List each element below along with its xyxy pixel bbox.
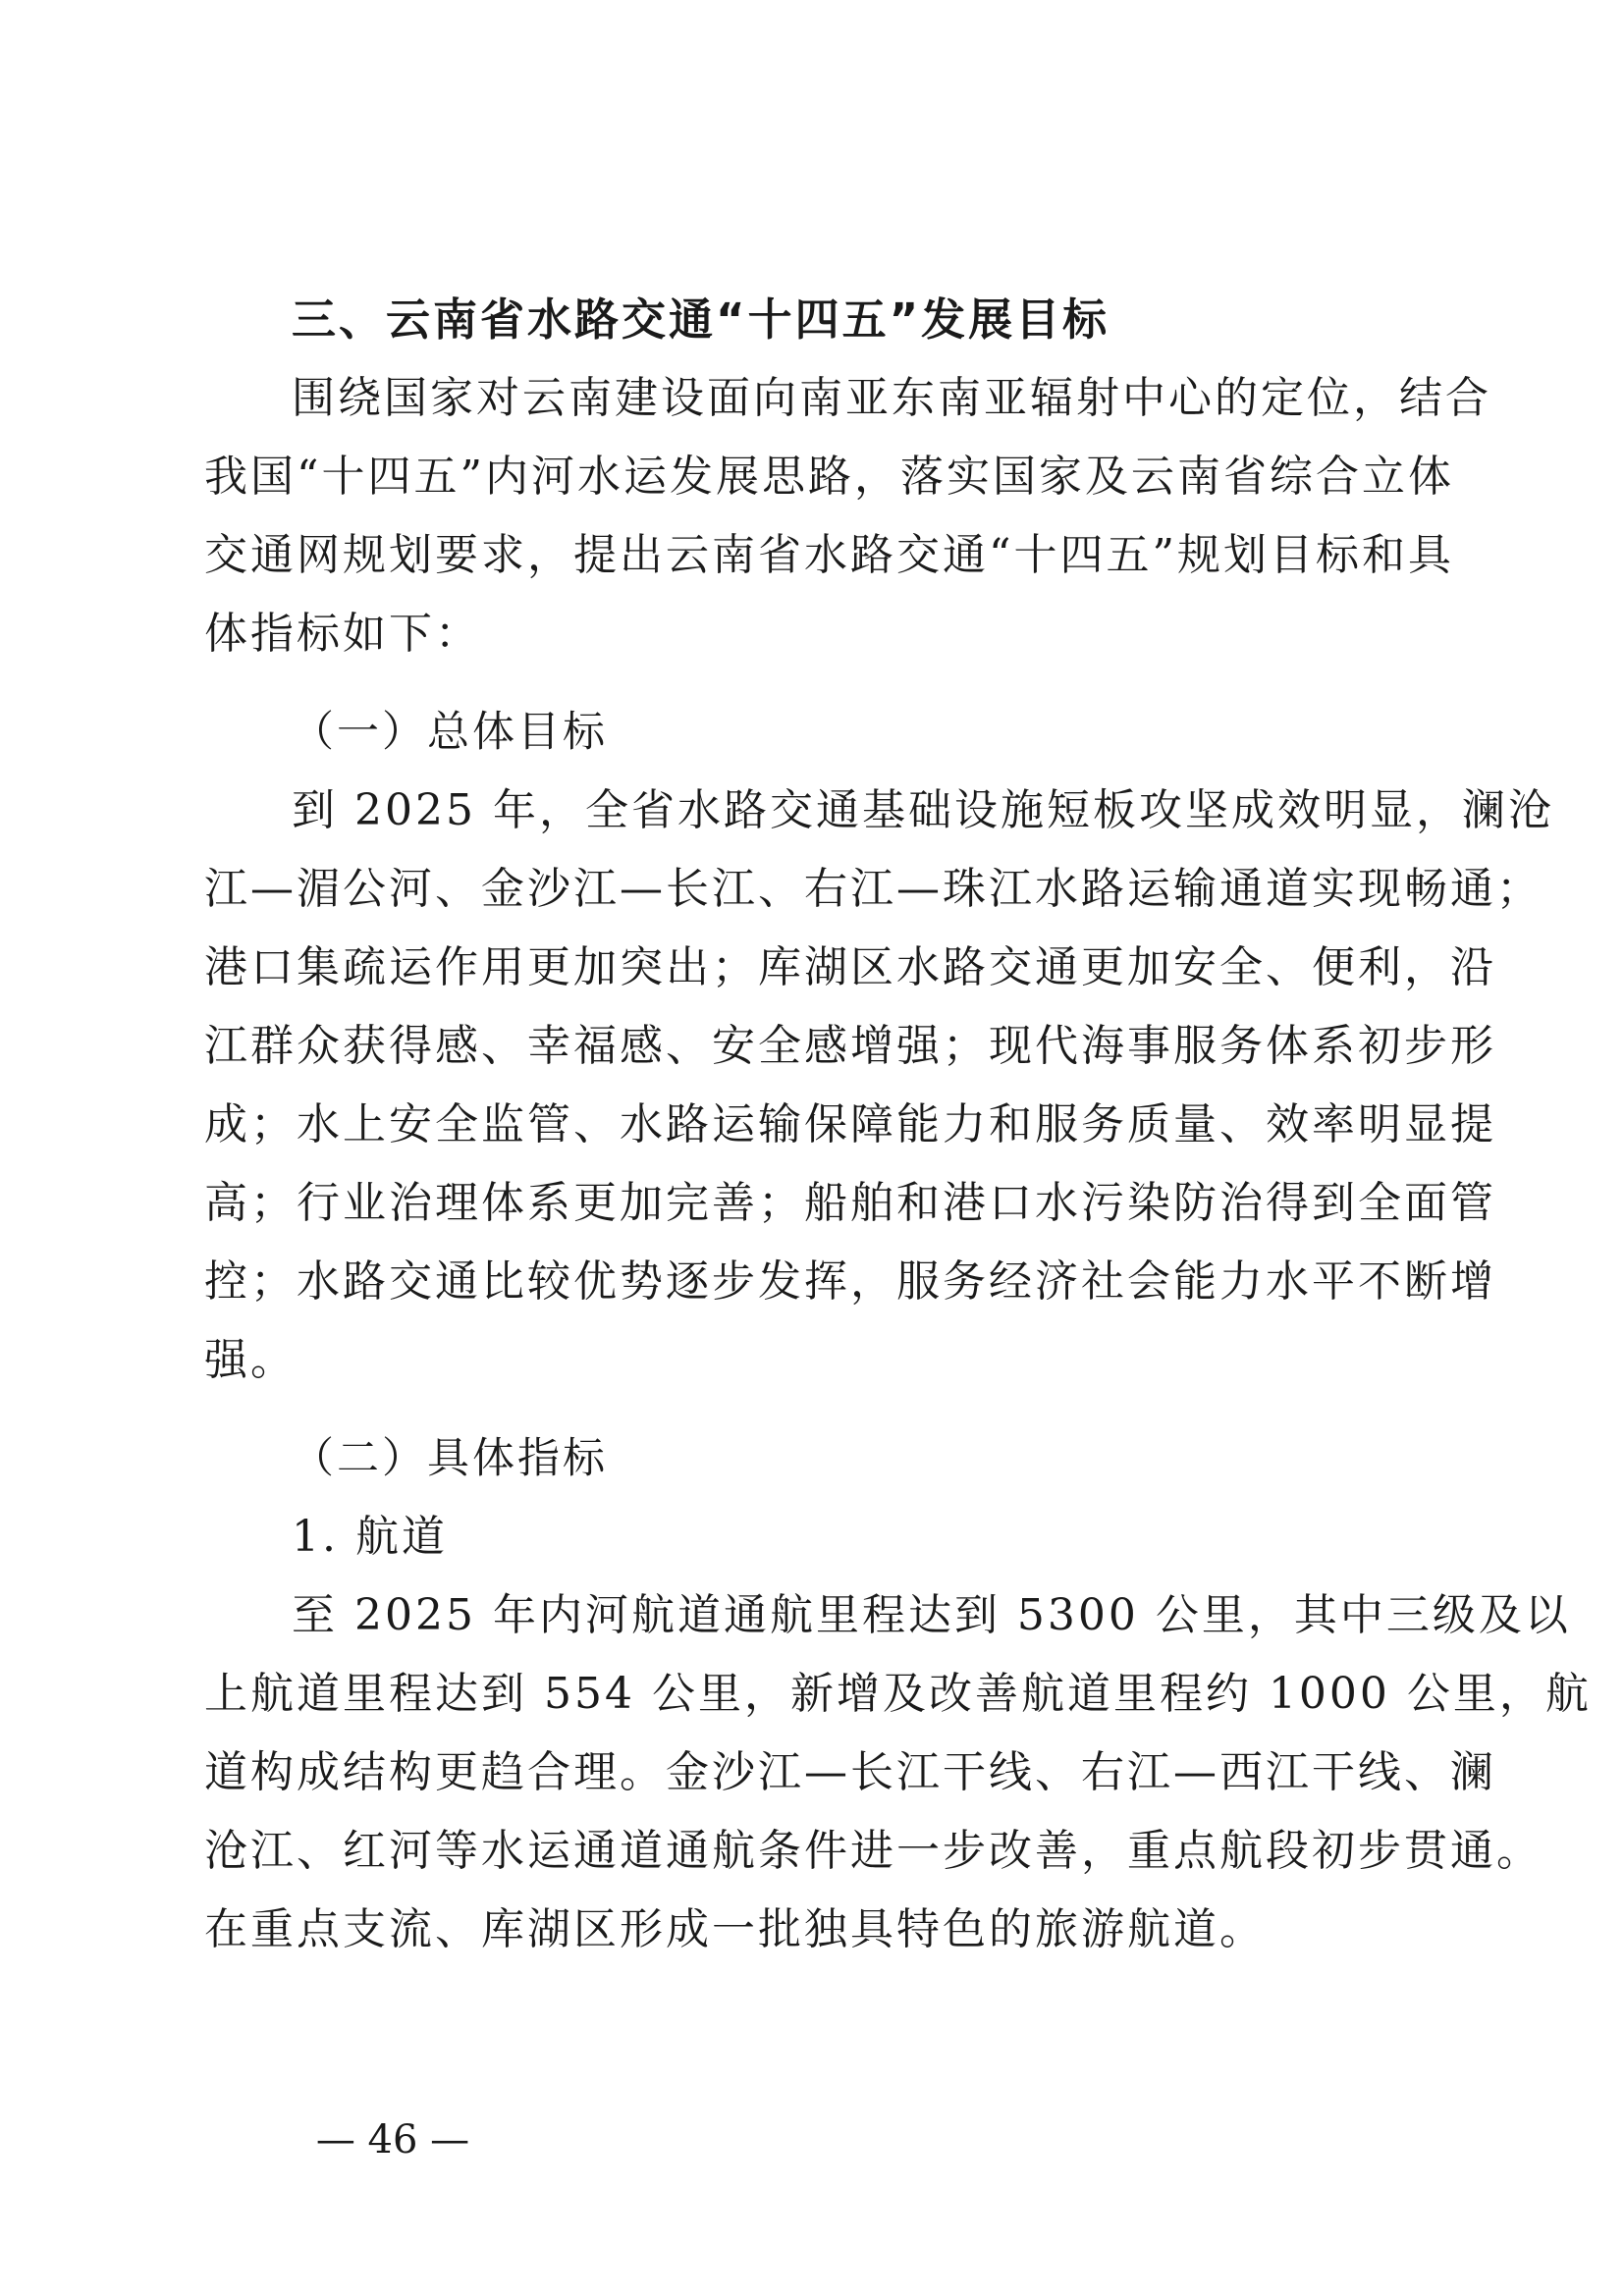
section-heading: 三、云南省水路交通“十四五”发展目标 [292, 294, 1110, 346]
paragraph-line: 道构成结构更趋合理。金沙江—长江干线、右江—西江干线、澜 [204, 1747, 1496, 1797]
paragraph-line: 控；水路交通比较优势逐步发挥，服务经济社会能力水平不断增 [204, 1256, 1496, 1307]
paragraph-line: 到 2025 年，全省水路交通基础设施短板攻坚成效明显，澜沧 [292, 785, 1554, 835]
paragraph-line: 在重点支流、库湖区形成一批独具特色的旅游航道。 [204, 1904, 1266, 1954]
paragraph-line: 高；行业治理体系更加完善；船舶和港口水污染防治得到全面管 [204, 1178, 1496, 1228]
subsection-title-overall-goals: （一）总体目标 [292, 708, 608, 757]
paragraph-line: 江群众获得感、幸福感、安全感增强；现代海事服务体系初步形 [204, 1021, 1496, 1071]
paragraph-line: 江—湄公河、金沙江—长江、右江—珠江水路运输通道实现畅通； [204, 864, 1543, 914]
paragraph-line: 沧江、红河等水运通道通航条件进一步改善，重点航段初步贯通。 [204, 1826, 1543, 1876]
paragraph-line: 我国“十四五”内河水运发展思路，落实国家及云南省综合立体 [204, 452, 1454, 502]
paragraph-line: 港口集疏运作用更加突出；库湖区水路交通更加安全、便利，沿 [204, 942, 1496, 992]
paragraph-line: 交通网规划要求，提出云南省水路交通“十四五”规划目标和具 [204, 530, 1454, 580]
paragraph-line: 体指标如下： [204, 609, 481, 659]
paragraph-line: 成；水上安全监管、水路运输保障能力和服务质量、效率明显提 [204, 1099, 1496, 1149]
page-number: — 46 — [315, 2117, 470, 2163]
paragraph-line: 至 2025 年内河航道通航里程达到 5300 公里，其中三级及以 [292, 1590, 1571, 1640]
paragraph-line: 强。 [204, 1335, 297, 1385]
paragraph-line: 上航道里程达到 554 公里，新增及改善航道里程约 1000 公里，航 [204, 1669, 1592, 1719]
subsection-title-specific-indicators: （二）具体指标 [292, 1434, 608, 1483]
paragraph-line: 围绕国家对云南建设面向南亚东南亚辐射中心的定位，结合 [292, 373, 1491, 423]
item-title-waterway: 1. 航道 [292, 1512, 448, 1562]
